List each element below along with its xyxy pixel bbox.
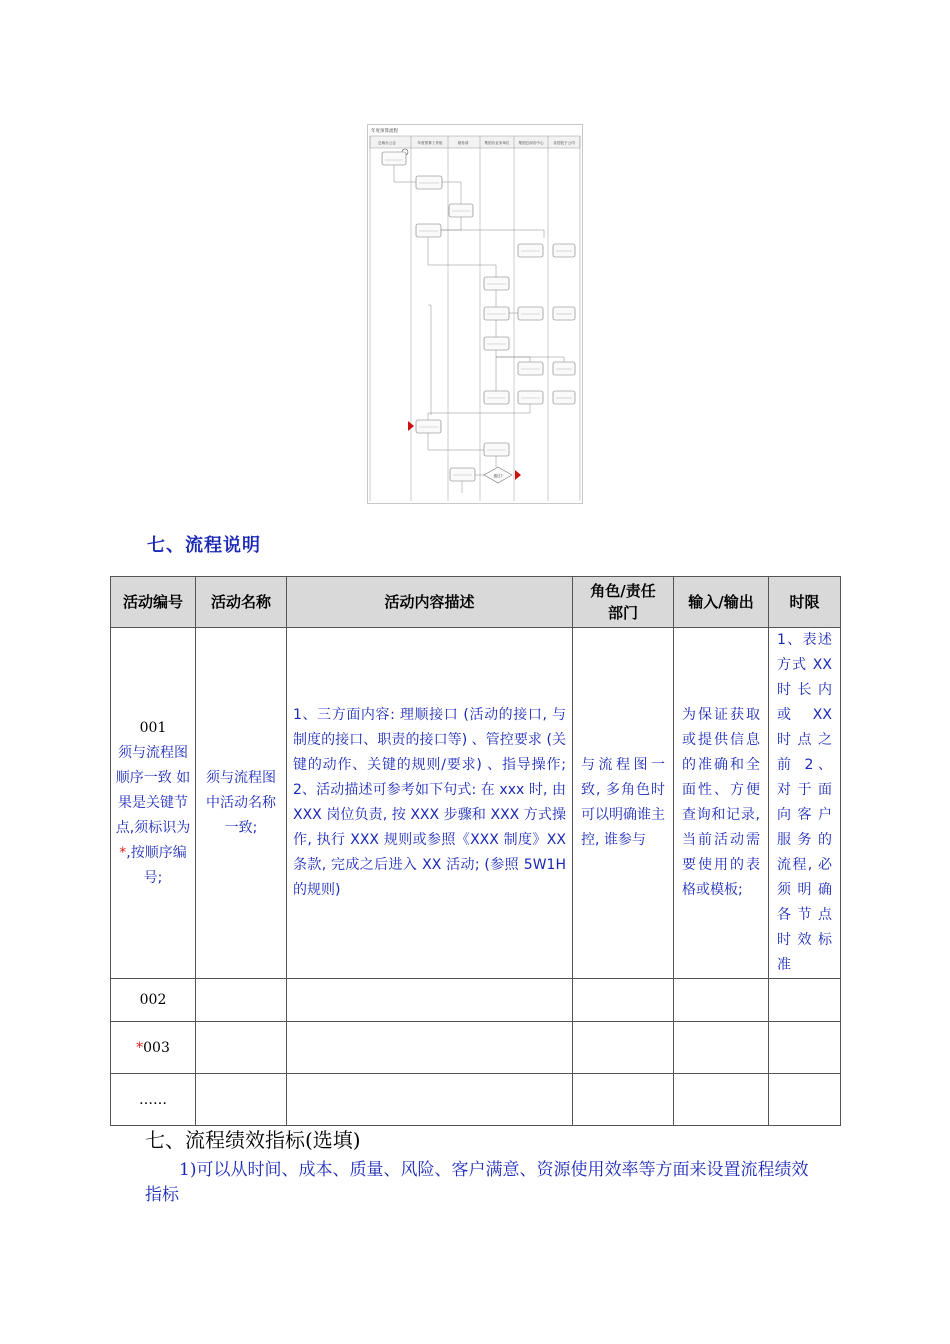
flowchart-lane-2: 财务部 — [457, 141, 469, 145]
header-io: 输入/输出 — [674, 577, 769, 628]
header-role: 角色/责任部门 — [573, 577, 674, 628]
cell-time-limit: 1、表述方式 XX 时长内或 XX 时点之前 2、对于面向客户服务的流程, 必须明确各节点时效标准 — [769, 628, 841, 979]
flowchart-lane-1: 年度预算工作组 — [417, 141, 443, 145]
header-activity-desc: 活动内容描述 — [287, 577, 573, 628]
table-row — [111, 1022, 841, 1074]
table-row — [111, 628, 841, 979]
cell-activity-id: 002 — [111, 979, 196, 1022]
header-time-limit: 时限 — [769, 577, 841, 628]
header-activity-id: 活动编号 — [111, 577, 196, 628]
flowchart-lane-0: 总裁办公会 — [378, 141, 396, 145]
cell-io: 为保证获取或提供信息的准确和全面性、方便查询和记录, 当前活动需要使用的表格或模板; — [674, 628, 769, 979]
kpi-description: 1)可以从时间、成本、质量、风险、客户满意、资源使用效率等方面来设置流程绩效指标 — [145, 1160, 809, 1205]
activity-id-note: 须与流程图 顺序一致 如果是关键节点,须标识为 — [115, 744, 191, 836]
table-row — [111, 979, 841, 1022]
cell-activity-id — [111, 628, 196, 979]
header-activity-name: 活动名称 — [196, 577, 287, 628]
process-flowchart-image — [367, 124, 583, 504]
flowchart-lane-5: 各控股子公司 — [553, 141, 575, 145]
section-heading-process-desc: 七、流程说明 — [147, 535, 261, 556]
flowchart-lane-4: 集团总部各中心 — [518, 141, 544, 145]
activity-id-note-end: ,按顺序编号; — [126, 844, 187, 886]
cell-role: 与流程图一致, 多角色时可以明确谁主控, 谁参与 — [573, 628, 674, 979]
table-header-row — [111, 577, 841, 628]
table-row — [111, 1074, 841, 1126]
flowchart-title: 年度预算流程 — [371, 129, 398, 134]
cell-activity-name: 须与流程图中活动名称一致; — [196, 628, 287, 979]
activity-id-value: 001 — [139, 719, 167, 736]
cell-activity-id: …… — [111, 1074, 196, 1126]
section-heading-kpi: 七、流程绩效指标(选填) — [145, 1128, 361, 1152]
key-node-star: * — [136, 1039, 144, 1056]
process-description-table — [110, 576, 841, 1126]
cell-activity-desc: 1、三方面内容: 理顺接口 (活动的接口, 与制度的接口、职责的接口等) 、管控要求 (关键的动作、关键的规则/要求) 、指导操作; 2、活动描述可参考如下句式: 在 xxx 时, 由 XXX 岗位负责, 按 XXX 步骤和 XXX 方式操作, 执行 XXX 规则或参照《XXX 制度》XX 条款, 完成之后进入 XX 活动; (参照 5W1H 的规则) — [287, 628, 573, 979]
flowchart-lane-3: 集团各业务单位 — [484, 141, 510, 145]
key-node-star: * — [119, 844, 127, 861]
activity-id-value: 003 — [143, 1039, 170, 1056]
cell-activity-id — [111, 1022, 196, 1074]
flowchart-diamond-label: 通过? — [493, 474, 503, 478]
